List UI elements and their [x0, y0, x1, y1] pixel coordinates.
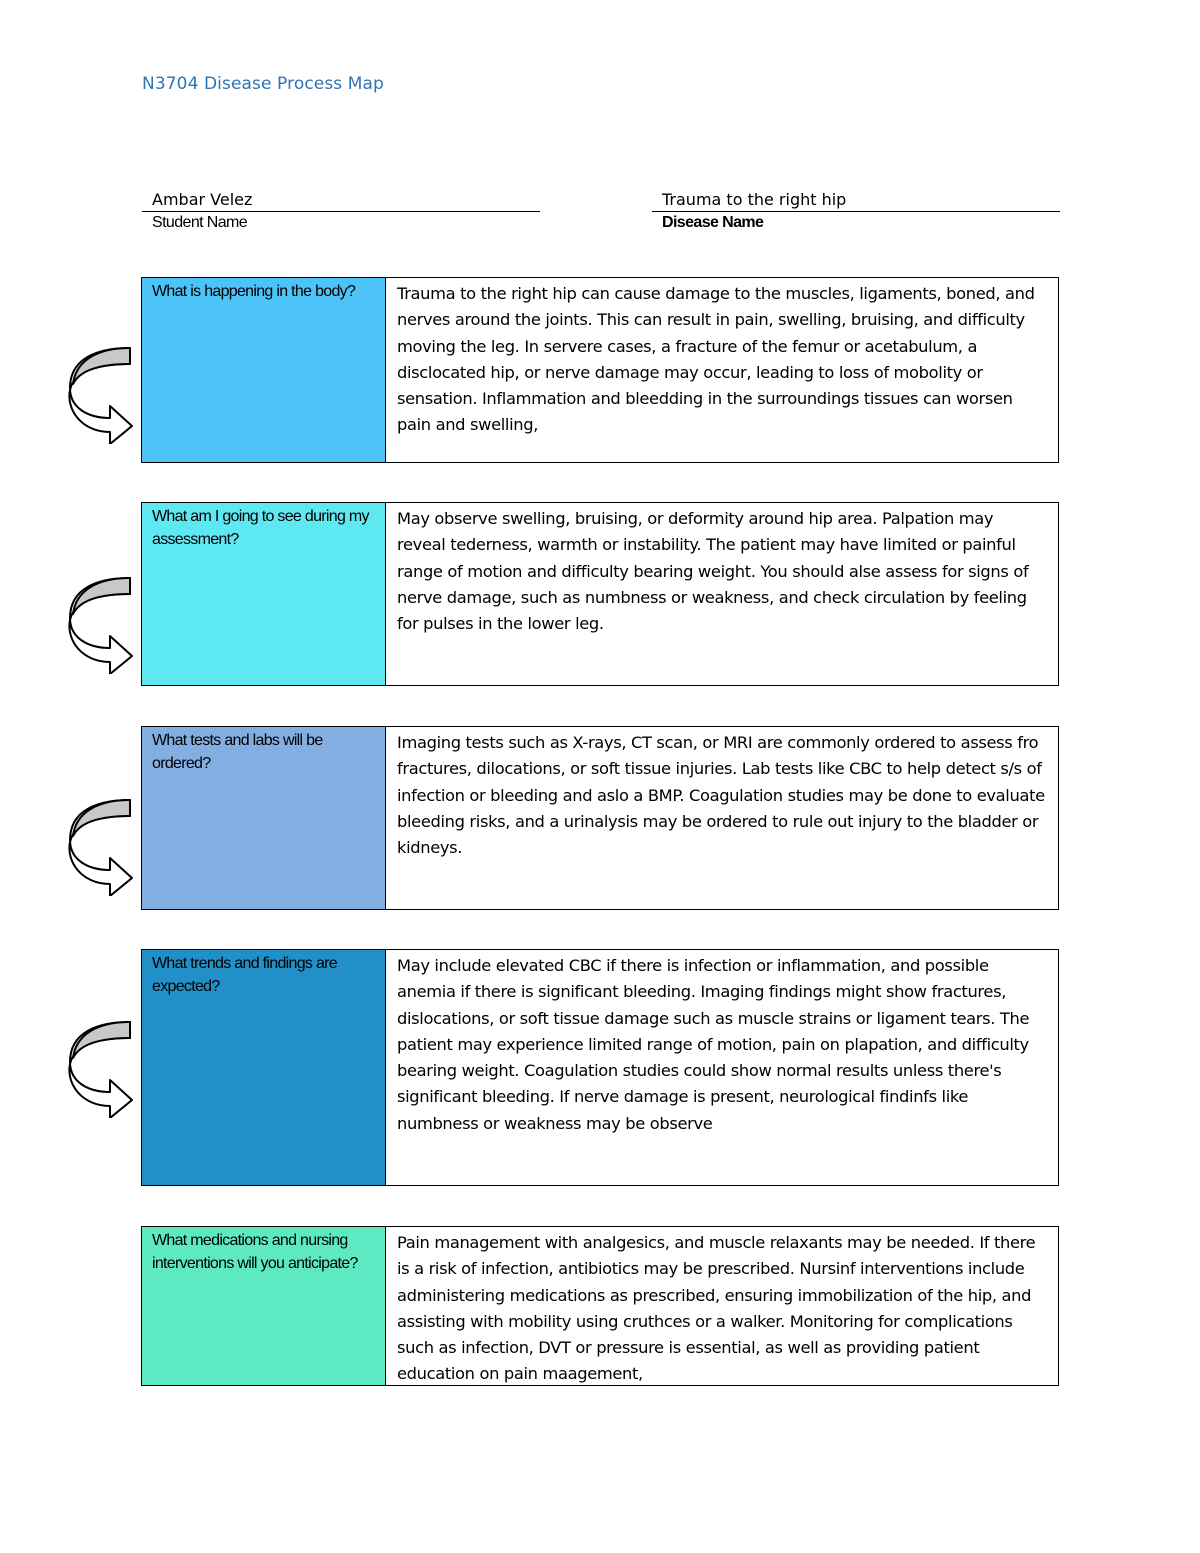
disease-name-field	[652, 188, 1060, 232]
answer-cell: Imaging tests such as X-rays, CT scan, or MRI are commonly ordered to assess fro fractures, dilocations, or soft tissue injuries. Lab tests like CBC to help detect s/s of infection or bleeding and aslo a BMP. Coagulation studies may be done to evaluate bleeding risks, and a urinalysis may be ordered to rule out injury to the bladder or kidneys.	[397, 733, 1045, 858]
curved-arrow-icon	[68, 346, 134, 444]
question-cell: What medications and nursing interventions will you anticipate?	[142, 1227, 386, 1385]
student-name-label: Student Name	[152, 214, 248, 231]
section-tests-labs	[141, 726, 1059, 910]
question-cell: What is happening in the body?	[142, 278, 386, 462]
section-trends-findings	[141, 949, 1059, 1186]
curved-arrow-icon	[68, 798, 134, 896]
answer-cell: Trauma to the right hip can cause damage to the muscles, ligaments, boned, and nerves around the joints. This can result in pain, swelling, bruising, and difficulty moving the leg. In servere cases, a fracture of the femur or acetabulum, a disclocated hip, or nerve damage may occur, leading to loss of mobolity or sensation. Inflammation and bleedding in the surroundings tissues can worsen pain and swelling,	[397, 284, 1035, 435]
answer-cell: May include elevated CBC if there is infection or inflammation, and possible anemia if there is significant bleeding. Imaging findings might show fractures, dislocations, or soft tissue damage such as muscle strains or ligament tears. The patient may experience limited range of motion, pain on plapation, and difficulty bearing weight. Coagulation studies could show normal results unless there's significant bleeding. If nerve damage is present, neurological findinfs like numbness or weakness may be observe	[397, 956, 1030, 1133]
student-name-field	[142, 188, 540, 232]
disease-name-value: Trauma to the right hip	[652, 188, 1060, 212]
question-cell: What tests and labs will be ordered?	[142, 727, 386, 909]
section-assessment	[141, 502, 1059, 686]
curved-arrow-icon	[68, 1020, 134, 1118]
section-body-process	[141, 277, 1059, 463]
document-title: N3704 Disease Process Map	[142, 74, 384, 94]
answer-cell: Pain management with analgesics, and muscle relaxants may be needed. If there is a risk of infection, antibiotics may be prescribed. Nursinf interventions include administering medications as prescribed, ensuring immobilization of the hip, and assisting with mobility using cruthces or a walker. Monitoring for complications such as infection, DVT or pressure is essential, as well as providing patient education on pain maagement,	[397, 1233, 1036, 1384]
question-cell: What trends and findings are expected?	[142, 950, 386, 1185]
curved-arrow-icon	[68, 576, 134, 674]
section-medications-interventions	[141, 1226, 1059, 1386]
question-cell: What am I going to see during my assessment?	[142, 503, 386, 685]
student-name-value: Ambar Velez	[142, 188, 540, 212]
disease-name-label: Disease Name	[662, 214, 764, 231]
answer-cell: May observe swelling, bruising, or deformity around hip area. Palpation may reveal tederness, warmth or instability. The patient may have limited or painful range of motion and difficulty bearing weight. You should alse assess for signs of nerve damage, such as numbness or weakness, and check circulation by feeling for pulses in the lower leg.	[397, 509, 1029, 634]
